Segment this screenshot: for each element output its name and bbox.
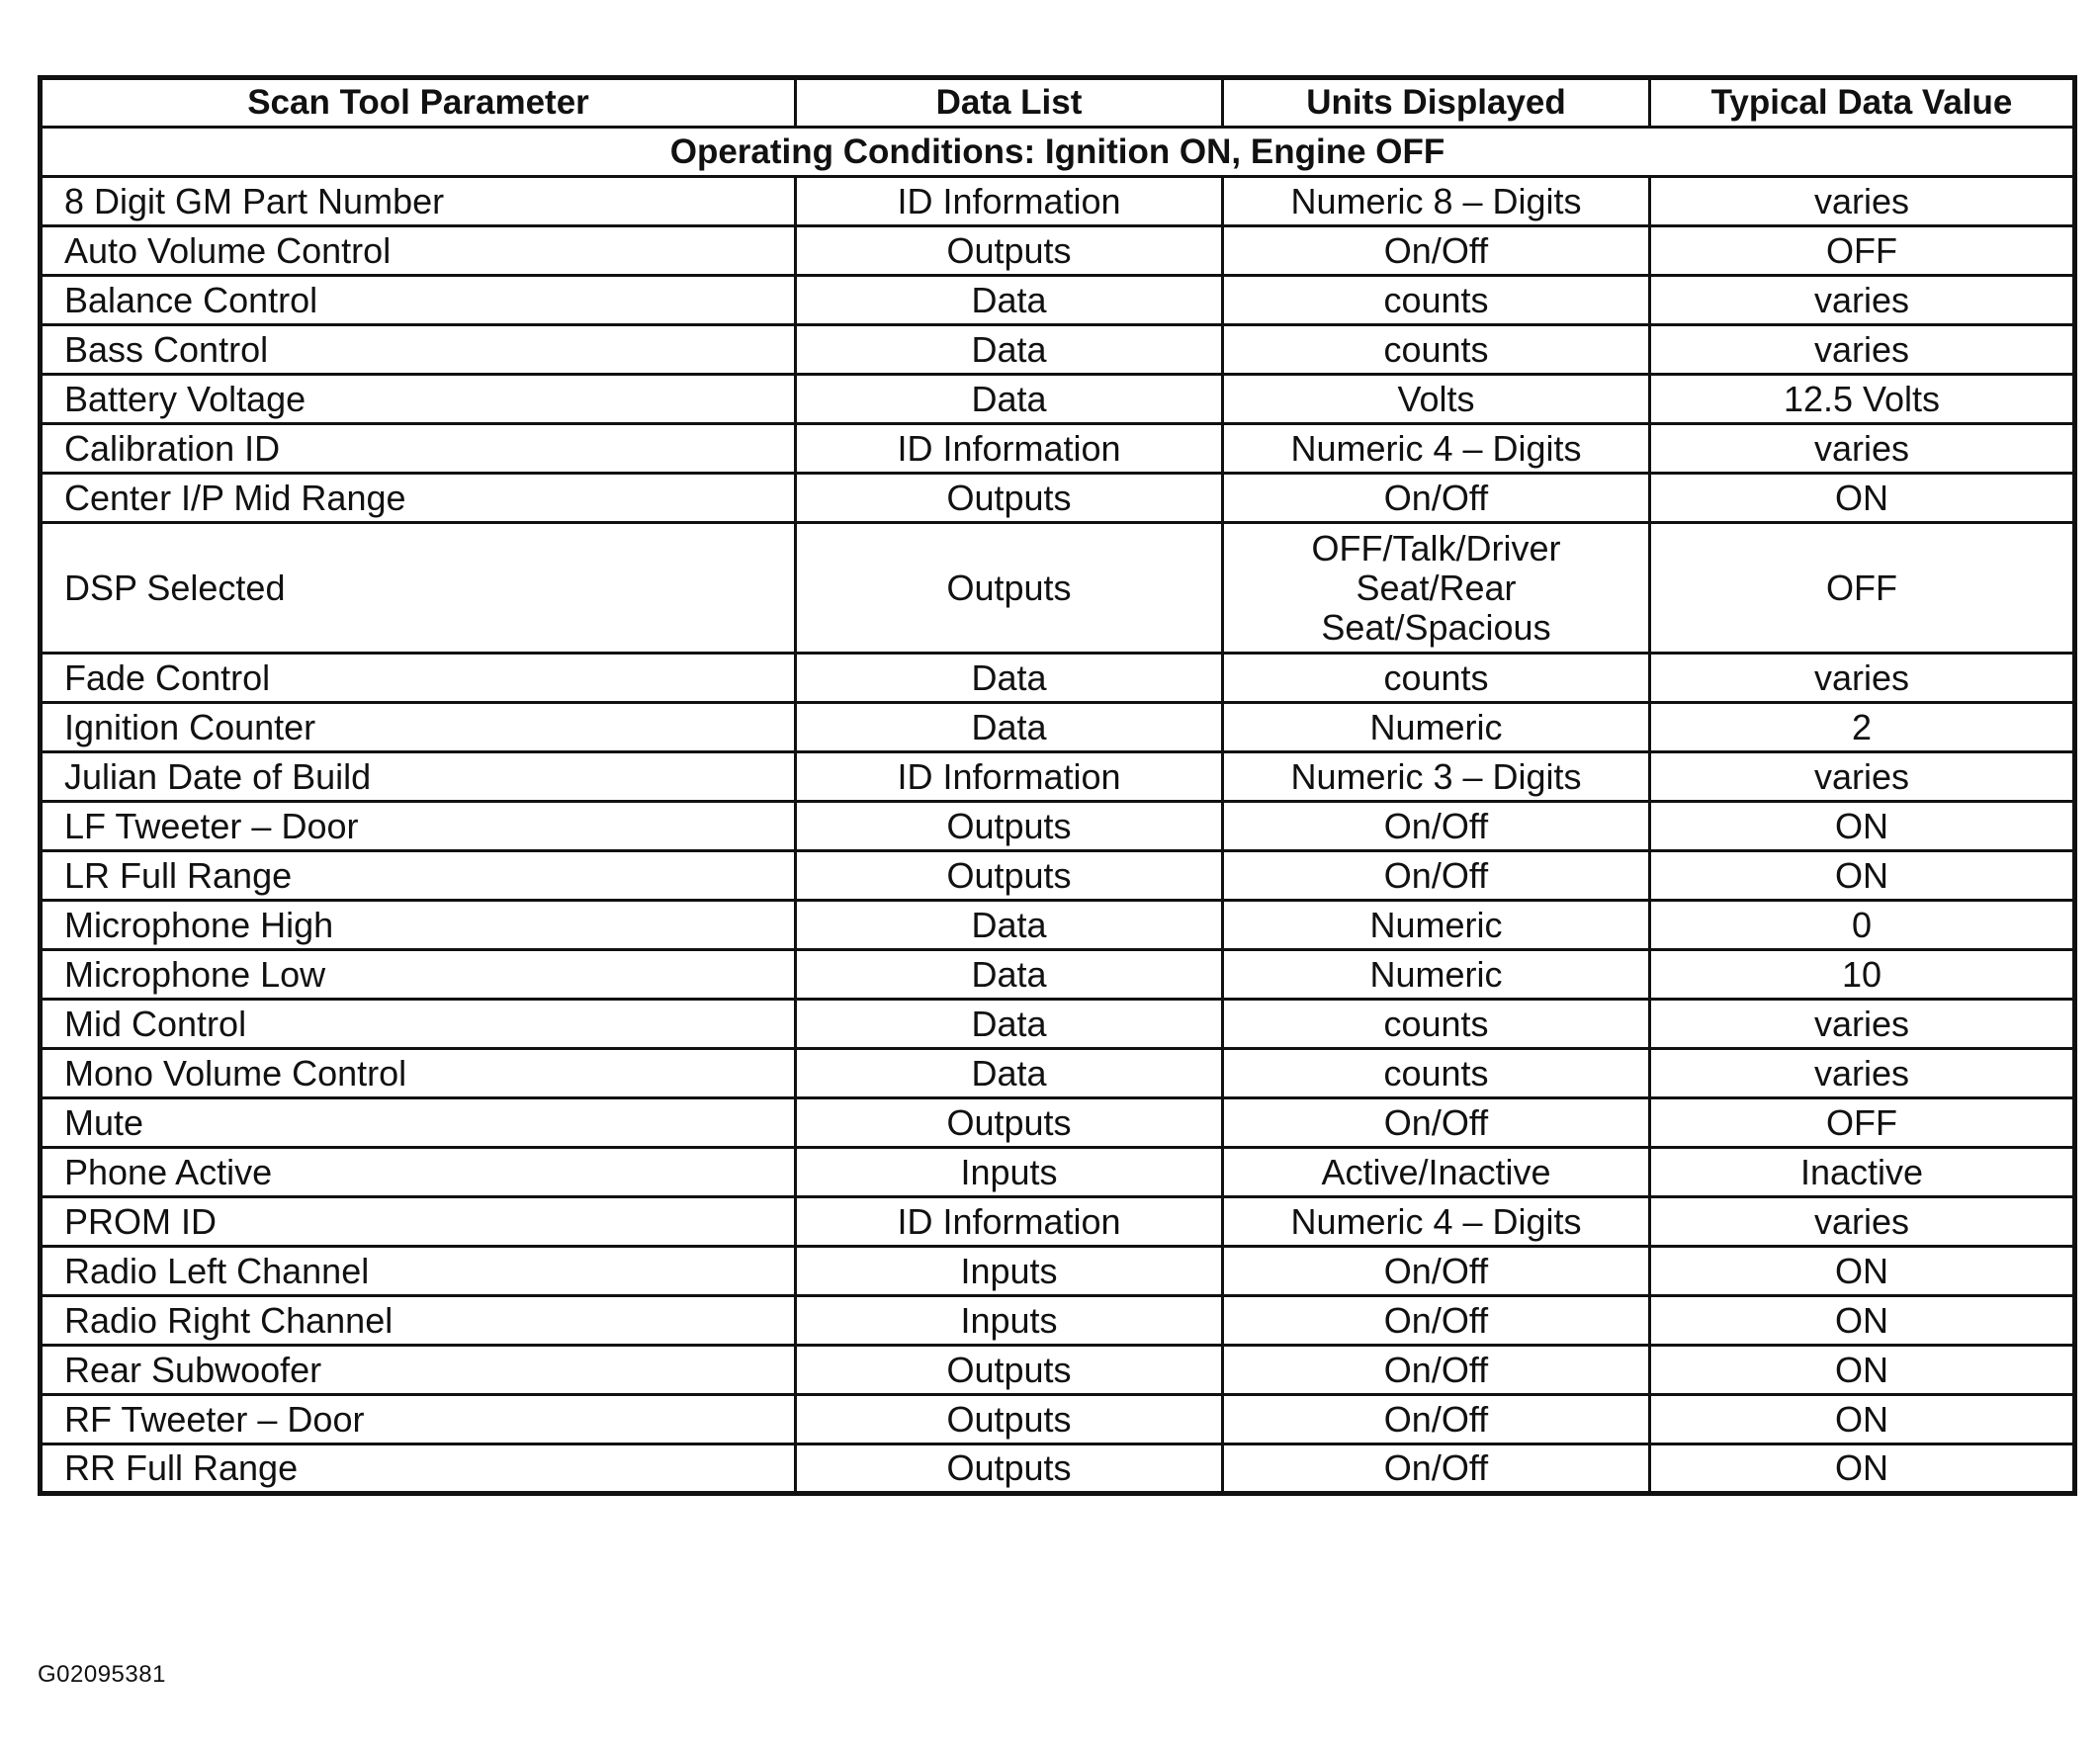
header-scan-tool-parameter: Scan Tool Parameter [41, 78, 796, 128]
data-list-cell: Outputs [796, 1395, 1223, 1444]
header-data-list: Data List [796, 78, 1223, 128]
typical-value-cell: ON [1650, 1296, 2075, 1346]
data-list-cell: ID Information [796, 752, 1223, 802]
parameter-cell: RF Tweeter – Door [41, 1395, 796, 1444]
data-list-cell: ID Information [796, 177, 1223, 226]
units-cell: Active/Inactive [1223, 1148, 1650, 1197]
data-list-cell: Outputs [796, 226, 1223, 276]
parameter-cell: Rear Subwoofer [41, 1346, 796, 1395]
parameter-cell: Battery Voltage [41, 375, 796, 424]
table-row [41, 851, 2075, 901]
data-list-cell: Data [796, 950, 1223, 1000]
units-cell: Numeric 4 – Digits [1223, 424, 1650, 474]
units-cell: Numeric 3 – Digits [1223, 752, 1650, 802]
units-cell: Numeric 4 – Digits [1223, 1197, 1650, 1247]
units-cell: On/Off [1223, 1346, 1650, 1395]
typical-value-cell: OFF [1650, 523, 2075, 654]
table-row [41, 752, 2075, 802]
data-list-cell: Outputs [796, 851, 1223, 901]
parameter-cell: Auto Volume Control [41, 226, 796, 276]
data-list-cell: Data [796, 375, 1223, 424]
data-list-cell: Data [796, 1000, 1223, 1049]
data-list-cell: Data [796, 654, 1223, 703]
parameter-cell: Mid Control [41, 1000, 796, 1049]
parameter-cell: Bass Control [41, 325, 796, 375]
parameter-cell: 8 Digit GM Part Number [41, 177, 796, 226]
table-row [41, 375, 2075, 424]
parameter-cell: LF Tweeter – Door [41, 802, 796, 851]
data-list-cell: ID Information [796, 1197, 1223, 1247]
table-row [41, 1346, 2075, 1395]
header-units-displayed: Units Displayed [1223, 78, 1650, 128]
typical-value-cell: ON [1650, 851, 2075, 901]
typical-value-cell: varies [1650, 325, 2075, 375]
table-row [41, 1197, 2075, 1247]
data-list-cell: Outputs [796, 1098, 1223, 1148]
data-list-cell: Inputs [796, 1247, 1223, 1296]
units-cell: On/Off [1223, 1247, 1650, 1296]
table-row [41, 177, 2075, 226]
units-cell: On/Off [1223, 474, 1650, 523]
typical-value-cell: 2 [1650, 703, 2075, 752]
units-cell: On/Off [1223, 1296, 1650, 1346]
data-list-cell: Outputs [796, 1346, 1223, 1395]
table-row [41, 950, 2075, 1000]
table-row [41, 1148, 2075, 1197]
units-cell: counts [1223, 1049, 1650, 1098]
units-cell: Numeric [1223, 901, 1650, 950]
parameter-cell: RR Full Range [41, 1444, 796, 1494]
table-row [41, 1247, 2075, 1296]
table-row [41, 654, 2075, 703]
parameter-cell: Microphone High [41, 901, 796, 950]
operating-conditions-row [41, 128, 2075, 177]
typical-value-cell: OFF [1650, 226, 2075, 276]
table-row [41, 226, 2075, 276]
typical-value-cell: varies [1650, 654, 2075, 703]
units-cell: On/Off [1223, 226, 1650, 276]
units-cell: Numeric [1223, 703, 1650, 752]
parameter-cell: PROM ID [41, 1197, 796, 1247]
parameter-cell: Phone Active [41, 1148, 796, 1197]
data-list-cell: Outputs [796, 802, 1223, 851]
typical-value-cell: varies [1650, 177, 2075, 226]
table-row [41, 1000, 2075, 1049]
units-cell: Volts [1223, 375, 1650, 424]
parameter-cell: Julian Date of Build [41, 752, 796, 802]
typical-value-cell: varies [1650, 1000, 2075, 1049]
header-row [41, 78, 2075, 128]
data-list-cell: Data [796, 901, 1223, 950]
typical-value-cell: 10 [1650, 950, 2075, 1000]
table-row [41, 523, 2075, 654]
units-cell: counts [1223, 654, 1650, 703]
table-row [41, 1395, 2075, 1444]
units-cell: Numeric 8 – Digits [1223, 177, 1650, 226]
operating-conditions: Operating Conditions: Ignition ON, Engine OFF [41, 128, 2075, 177]
data-list-cell: ID Information [796, 424, 1223, 474]
table-row [41, 276, 2075, 325]
units-cell: OFF/Talk/Driver Seat/Rear Seat/Spacious [1223, 523, 1650, 654]
parameter-cell: DSP Selected [41, 523, 796, 654]
units-cell: counts [1223, 325, 1650, 375]
table-row [41, 703, 2075, 752]
data-list-cell: Outputs [796, 474, 1223, 523]
typical-value-cell: OFF [1650, 1098, 2075, 1148]
table-row [41, 1444, 2075, 1494]
typical-value-cell: 12.5 Volts [1650, 375, 2075, 424]
data-list-cell: Data [796, 276, 1223, 325]
data-list-cell: Inputs [796, 1148, 1223, 1197]
typical-value-cell: ON [1650, 1444, 2075, 1494]
typical-value-cell: ON [1650, 474, 2075, 523]
typical-value-cell: varies [1650, 1197, 2075, 1247]
table-row [41, 474, 2075, 523]
data-list-cell: Data [796, 1049, 1223, 1098]
units-cell: On/Off [1223, 851, 1650, 901]
units-cell: On/Off [1223, 1444, 1650, 1494]
table-body [41, 128, 2075, 1494]
parameter-cell: Center I/P Mid Range [41, 474, 796, 523]
units-cell: Numeric [1223, 950, 1650, 1000]
table-row [41, 424, 2075, 474]
parameter-cell: LR Full Range [41, 851, 796, 901]
units-cell: On/Off [1223, 802, 1650, 851]
data-list-cell: Inputs [796, 1296, 1223, 1346]
figure-id: G02095381 [38, 1661, 166, 1688]
parameter-cell: Microphone Low [41, 950, 796, 1000]
typical-value-cell: ON [1650, 1247, 2075, 1296]
typical-value-cell: ON [1650, 802, 2075, 851]
units-cell: counts [1223, 1000, 1650, 1049]
typical-value-cell: ON [1650, 1346, 2075, 1395]
typical-value-cell: ON [1650, 1395, 2075, 1444]
typical-value-cell: Inactive [1650, 1148, 2075, 1197]
typical-value-cell: varies [1650, 276, 2075, 325]
typical-value-cell: 0 [1650, 901, 2075, 950]
units-cell: On/Off [1223, 1098, 1650, 1148]
parameter-cell: Radio Right Channel [41, 1296, 796, 1346]
header-typical-data-value: Typical Data Value [1650, 78, 2075, 128]
table-row [41, 1049, 2075, 1098]
units-cell: On/Off [1223, 1395, 1650, 1444]
table-row [41, 325, 2075, 375]
data-list-cell: Outputs [796, 523, 1223, 654]
typical-value-cell: varies [1650, 752, 2075, 802]
parameter-cell: Ignition Counter [41, 703, 796, 752]
parameter-cell: Calibration ID [41, 424, 796, 474]
parameter-cell: Balance Control [41, 276, 796, 325]
data-list-cell: Outputs [796, 1444, 1223, 1494]
table-row [41, 1296, 2075, 1346]
table-row [41, 901, 2075, 950]
data-list-cell: Data [796, 703, 1223, 752]
parameter-cell: Mono Volume Control [41, 1049, 796, 1098]
table-row [41, 802, 2075, 851]
parameter-cell: Mute [41, 1098, 796, 1148]
parameter-cell: Fade Control [41, 654, 796, 703]
typical-value-cell: varies [1650, 424, 2075, 474]
data-list-cell: Data [796, 325, 1223, 375]
parameter-cell: Radio Left Channel [41, 1247, 796, 1296]
typical-value-cell: varies [1650, 1049, 2075, 1098]
units-cell: counts [1223, 276, 1650, 325]
table-row [41, 1098, 2075, 1148]
scan-tool-data-table [38, 75, 2077, 1496]
